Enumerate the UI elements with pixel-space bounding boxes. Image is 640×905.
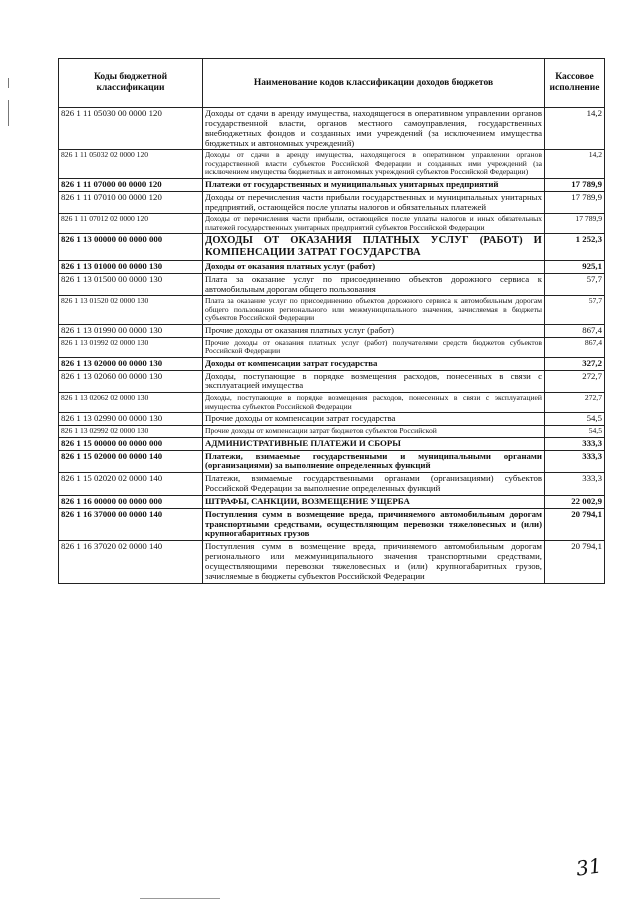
row-amount: 272,7 [545,393,605,413]
row-name: Платежи, взимаемые государственными и муниципальными органами (организациями) за выполнение определенных функций [203,450,545,473]
row-amount: 17 789,9 [545,191,605,214]
row-code: 826 1 11 07010 00 0000 120 [59,191,203,214]
table-row [59,495,605,508]
row-amount: 22 002,9 [545,495,605,508]
row-amount: 57,7 [545,296,605,325]
bottom-rule [140,898,220,899]
table-row [59,296,605,325]
table-row [59,273,605,296]
row-code: 826 1 13 02000 00 0000 130 [59,357,203,370]
table-row [59,508,605,541]
row-name: ШТРАФЫ, САНКЦИИ, ВОЗМЕЩЕНИЕ УЩЕРБА [203,495,545,508]
row-name: Поступления сумм в возмещение вреда, причиняемого автомобильным дорогам регионального или межмуниципального значения транспортными средствами, осуществляющими перевозки тяжеловесных и (или) крупногабаритных грузов, зачисляемые в бюджеты субъектов Российской Федерации [203,541,545,583]
row-name: Прочие доходы от компенсации затрат бюджетов субъектов Российской [203,426,545,438]
row-amount: 57,7 [545,273,605,296]
row-name: Доходы от компенсации затрат государства [203,357,545,370]
row-code: 826 1 15 02000 00 0000 140 [59,450,203,473]
scan-artifact-mark [8,78,9,88]
header-code: Коды бюджетной классификации [59,59,203,108]
row-code: 826 1 15 02020 02 0000 140 [59,473,203,496]
row-code: 826 1 11 07012 02 0000 120 [59,214,203,234]
row-code: 826 1 13 02992 02 0000 130 [59,426,203,438]
row-name: Доходы от сдачи в аренду имущества, находящегося в оперативном управлении органов государственной власти субъектов Российской Федерации и созданных ими учреждений (за исключением имущества бюджетных и автономных учреждений субъектов Российской Федерации) [203,150,545,179]
row-code: 826 1 13 01500 00 0000 130 [59,273,203,296]
table-header-row [59,59,605,108]
row-code: 826 1 11 05032 02 0000 120 [59,150,203,179]
row-amount: 333,3 [545,450,605,473]
row-name: ДОХОДЫ ОТ ОКАЗАНИЯ ПЛАТНЫХ УСЛУГ (РАБОТ) И КОМПЕНСАЦИИ ЗАТРАТ ГОСУДАРСТВА [203,234,545,261]
table-row [59,191,605,214]
row-name: Доходы от перечисления части прибыли, остающейся после уплаты налогов и иных обязательных платежей государственных унитарных предприятий субъектов Российской Федерации [203,214,545,234]
row-name: Прочие доходы от компенсации затрат государства [203,413,545,426]
table-row [59,108,605,150]
table-row [59,214,605,234]
row-code: 826 1 16 00000 00 0000 000 [59,495,203,508]
row-amount: 333,3 [545,473,605,496]
row-code: 826 1 11 05030 00 0000 120 [59,108,203,150]
budget-revenue-table [58,58,605,584]
row-code: 826 1 13 02990 00 0000 130 [59,413,203,426]
scan-artifact-mark [8,100,9,126]
table-row [59,541,605,583]
row-name: Прочие доходы от оказания платных услуг (работ) [203,324,545,337]
row-amount: 327,2 [545,357,605,370]
row-code: 826 1 13 00000 00 0000 000 [59,234,203,261]
row-code: 826 1 13 01000 00 0000 130 [59,260,203,273]
table-row [59,473,605,496]
row-amount: 14,2 [545,108,605,150]
table-row [59,260,605,273]
row-code: 826 1 13 01520 02 0000 130 [59,296,203,325]
table-row [59,437,605,450]
row-amount: 333,3 [545,437,605,450]
row-code: 826 1 15 00000 00 0000 000 [59,437,203,450]
row-amount: 867,4 [545,337,605,357]
row-amount: 17 789,9 [545,214,605,234]
row-amount: 17 789,9 [545,178,605,191]
row-amount: 54,5 [545,413,605,426]
table-row [59,426,605,438]
row-code: 826 1 16 37000 00 0000 140 [59,508,203,541]
row-amount: 14,2 [545,150,605,179]
row-name: Доходы, поступающие в порядке возмещения расходов, понесенных в связи с эксплуатацией имущества субъектов Российской Федерации [203,393,545,413]
row-name: АДМИНИСТРАТИВНЫЕ ПЛАТЕЖИ И СБОРЫ [203,437,545,450]
table-row [59,357,605,370]
page-number: 31 [574,853,603,881]
row-name: Платежи от государственных и муниципальных унитарных предприятий [203,178,545,191]
table-row [59,337,605,357]
row-name: Прочие доходы от оказания платных услуг (работ) получателями средств бюджетов субъектов Российской Федерации [203,337,545,357]
row-code: 826 1 13 01992 02 0000 130 [59,337,203,357]
header-amount: Кассовое исполнение [545,59,605,108]
row-amount: 20 794,1 [545,508,605,541]
table-row [59,370,605,393]
row-code: 826 1 16 37020 02 0000 140 [59,541,203,583]
table-row [59,393,605,413]
row-name: Доходы, поступающие в порядке возмещения расходов, понесенных в связи с эксплуатацией имущества [203,370,545,393]
header-name: Наименование кодов классификации доходов бюджетов [203,59,545,108]
row-amount: 20 794,1 [545,541,605,583]
row-amount: 54,5 [545,426,605,438]
table-row [59,324,605,337]
table-row [59,413,605,426]
row-amount: 272,7 [545,370,605,393]
row-code: 826 1 13 02060 00 0000 130 [59,370,203,393]
row-amount: 925,1 [545,260,605,273]
row-name: Доходы от оказания платных услуг (работ) [203,260,545,273]
row-amount: 1 252,3 [545,234,605,261]
row-code: 826 1 13 01990 00 0000 130 [59,324,203,337]
row-code: 826 1 11 07000 00 0000 120 [59,178,203,191]
row-name: Плата за оказание услуг по присоединению объектов дорожного сервиса к автомобильным дорогам общего пользования [203,273,545,296]
row-name: Поступления сумм в возмещение вреда, причиняемого автомобильным дорогам транспортными средствами, осуществляющим перевозки тяжеловесных и (или) крупногабаритных грузов [203,508,545,541]
row-code: 826 1 13 02062 02 0000 130 [59,393,203,413]
row-name: Платежи, взимаемые государственными органами (организациями) субъектов Российской Федерации за выполнение определенных функций [203,473,545,496]
row-name: Плата за оказание услуг по присоединению объектов дорожного сервиса к автомобильным дорогам общего пользования регионального или межмуниципального значения, зачисляемая в бюджеты субъектов Российской Федерации [203,296,545,325]
table-row [59,150,605,179]
table-row [59,178,605,191]
row-name: Доходы от сдачи в аренду имущества, находящегося в оперативном управлении органов государственной власти, органов местного самоуправления, государственных внебюджетных фондов и созданных ими учреждений (за исключением имущества бюджетных и автономных учреждений) [203,108,545,150]
row-amount: 867,4 [545,324,605,337]
table-row [59,450,605,473]
table-row [59,234,605,261]
row-name: Доходы от перечисления части прибыли государственных и муниципальных унитарных предприятий, остающейся после уплаты налогов и обязательных платежей [203,191,545,214]
